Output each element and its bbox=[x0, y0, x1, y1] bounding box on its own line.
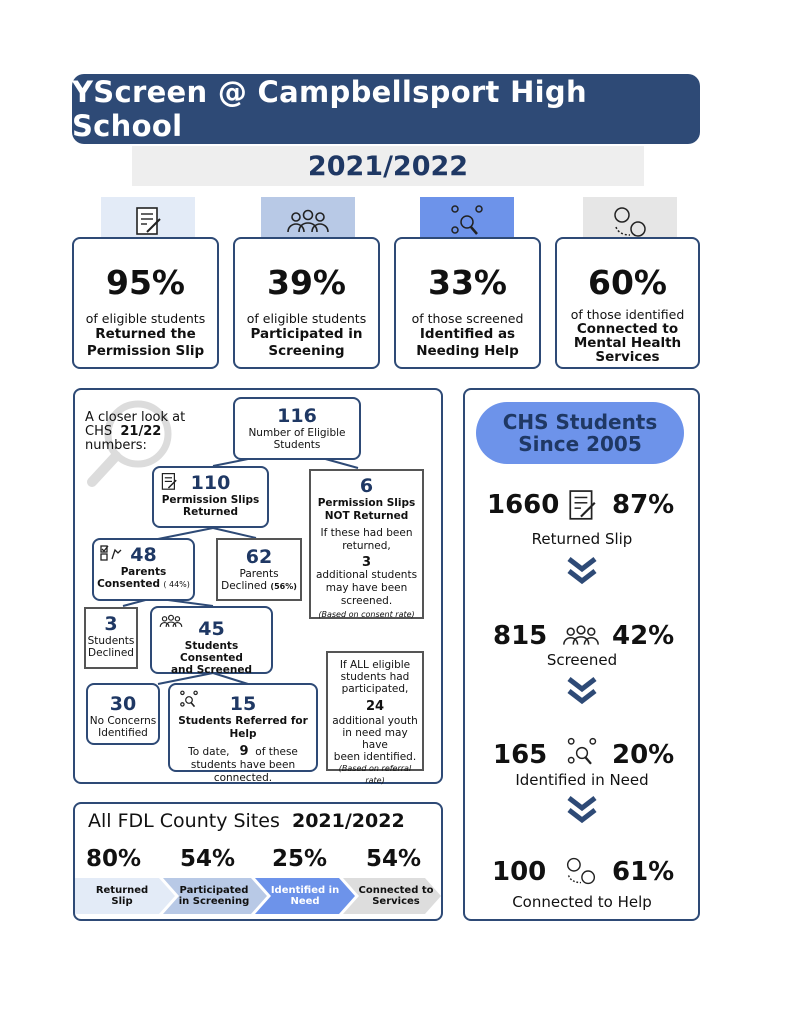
since-2005-title bbox=[476, 402, 684, 464]
search-people-icon bbox=[447, 204, 487, 240]
fdl-label-line: Returned bbox=[95, 885, 149, 896]
search-people-icon bbox=[564, 736, 600, 770]
connected-icon bbox=[612, 205, 648, 239]
if-all-box bbox=[326, 651, 424, 785]
since-returned-num: 1660 bbox=[487, 490, 560, 520]
screened-label: and Screened bbox=[170, 664, 253, 676]
chevron-down-icon bbox=[566, 556, 598, 586]
since-returned-label: Returned Slip bbox=[531, 530, 633, 548]
stat-sub: of eligible students bbox=[246, 311, 367, 326]
declined-num: 62 bbox=[245, 546, 273, 568]
parents-consented-box bbox=[92, 538, 195, 601]
stat-label: Identified as bbox=[419, 326, 516, 342]
stat-label: Returned the bbox=[95, 326, 196, 342]
fdl-label-line: Need bbox=[290, 896, 320, 907]
stat-card-returned bbox=[72, 237, 219, 369]
stat-sub: of those screened bbox=[411, 311, 524, 326]
since-identified-num: 165 bbox=[493, 740, 548, 770]
if-all-num: 24 bbox=[365, 699, 385, 714]
stat-label: Participated in bbox=[250, 326, 363, 342]
stat-pct: 60% bbox=[588, 263, 667, 302]
stat-label: Screening bbox=[268, 343, 345, 359]
stat-sub: of those identified bbox=[570, 307, 685, 322]
fdl-label-line: Slip bbox=[111, 896, 133, 907]
not-returned-label: NOT Returned bbox=[324, 510, 409, 522]
closer-intro bbox=[85, 411, 185, 453]
fdl-participated-label bbox=[172, 880, 256, 912]
page-title: YScreen @ Campbellsport High School bbox=[72, 74, 700, 144]
stat-label: Permission Slip bbox=[86, 343, 205, 359]
returned-num: 110 bbox=[190, 472, 231, 494]
closer-intro-line: CHS bbox=[85, 424, 113, 439]
not-returned-note: (Based on consent rate) bbox=[318, 610, 415, 619]
declined-pct: (56%) bbox=[270, 582, 297, 591]
stat-card-participated bbox=[233, 237, 380, 369]
stat-pct: 39% bbox=[267, 263, 346, 302]
not-returned-text: If these had been bbox=[320, 527, 413, 539]
consented-label: Consented bbox=[97, 578, 160, 590]
fdl-identified-label bbox=[263, 880, 347, 912]
eligible-num: 116 bbox=[277, 405, 317, 427]
not-returned-num: 6 bbox=[359, 475, 374, 497]
group-icon bbox=[284, 208, 332, 236]
since-returned-pct: 87% bbox=[612, 490, 675, 520]
since-title-line: Since 2005 bbox=[518, 432, 642, 456]
stat-sub: of eligible students bbox=[85, 311, 206, 326]
chevron-down-icon bbox=[566, 676, 598, 706]
since-screened-num: 815 bbox=[493, 621, 548, 651]
declined-label: Parents bbox=[239, 568, 279, 580]
fdl-title bbox=[88, 810, 405, 832]
stat-card-connected bbox=[555, 237, 700, 369]
screened-num: 45 bbox=[198, 618, 225, 640]
eligible-label: Students bbox=[273, 439, 321, 451]
fdl-label-line: Services bbox=[372, 896, 420, 907]
if-all-text: been identified. bbox=[333, 751, 417, 763]
fdl-label-line: Connected to bbox=[358, 885, 434, 896]
fdl-title-text: All FDL County Sites bbox=[88, 810, 280, 832]
consented-label: Parents bbox=[120, 566, 167, 578]
if-all-text: in need may have bbox=[342, 727, 408, 751]
referred-text: To date, bbox=[188, 746, 230, 758]
fdl-label-line: in Screening bbox=[178, 896, 250, 907]
since-title-line: CHS Students bbox=[502, 410, 658, 434]
since-screened-label: Screened bbox=[546, 651, 618, 669]
since-connected-pct: 61% bbox=[612, 857, 675, 887]
students-declined-label: Students bbox=[87, 635, 135, 647]
no-concerns-box bbox=[86, 683, 160, 745]
permission-slip-icon bbox=[133, 206, 163, 238]
closer-intro-year: 21/22 bbox=[120, 424, 162, 439]
parents-declined-box bbox=[216, 538, 302, 601]
if-all-text: If ALL eligible bbox=[339, 659, 411, 671]
no-concerns-label: Identified bbox=[98, 727, 148, 739]
stat-label: Connected to bbox=[576, 321, 679, 337]
not-returned-text: screened. bbox=[340, 595, 393, 607]
closer-intro-line: numbers: bbox=[85, 438, 147, 453]
not-returned-text: returned, bbox=[342, 540, 391, 552]
eligible-students-box bbox=[233, 397, 361, 460]
screened-label: Students Consented bbox=[180, 640, 243, 664]
stat-pct: 95% bbox=[106, 263, 185, 302]
not-returned-text: additional students bbox=[315, 569, 418, 581]
connected-icon bbox=[565, 855, 597, 887]
not-returned-text: may have been bbox=[325, 582, 408, 594]
fdl-year: 2021/2022 bbox=[291, 810, 405, 832]
closer-intro-line: A closer look at bbox=[85, 410, 186, 425]
eligible-label: Number of Eligible bbox=[248, 427, 346, 439]
referred-text: connected. bbox=[213, 772, 273, 784]
group-icon bbox=[560, 624, 602, 648]
fdl-identified-pct: 25% bbox=[272, 846, 328, 872]
students-screened-box bbox=[150, 606, 273, 674]
since-connected-num: 100 bbox=[492, 857, 547, 887]
fdl-returned-label bbox=[79, 880, 165, 912]
if-all-text: students had bbox=[340, 671, 410, 683]
students-declined-box bbox=[84, 607, 138, 669]
not-returned-box bbox=[309, 469, 424, 619]
referred-label: Students Referred for Help bbox=[178, 715, 308, 740]
stat-label: Services bbox=[595, 349, 660, 365]
permission-slip-icon bbox=[160, 472, 178, 492]
not-returned-label: Permission Slips bbox=[317, 497, 416, 509]
referred-num: 15 bbox=[229, 693, 257, 715]
since-connected-label: Connected to Help bbox=[512, 893, 652, 911]
fdl-label-line: Identified in bbox=[270, 885, 340, 896]
students-declined-num: 3 bbox=[104, 613, 118, 635]
returned-slips-box bbox=[152, 466, 269, 528]
group-icon bbox=[158, 614, 184, 629]
fdl-returned-pct: 80% bbox=[86, 846, 142, 872]
stat-card-identified bbox=[394, 237, 541, 369]
stat-pct: 33% bbox=[428, 263, 507, 302]
returned-label: Permission Slips bbox=[161, 494, 260, 506]
since-identified-pct: 20% bbox=[612, 740, 675, 770]
referred-box bbox=[168, 683, 318, 784]
referred-text: of these bbox=[255, 746, 298, 758]
not-returned-additional-num: 3 bbox=[361, 555, 372, 570]
referred-connected-num: 9 bbox=[239, 744, 249, 759]
stat-label: Mental Health bbox=[573, 335, 682, 351]
fdl-connected-label bbox=[352, 880, 440, 912]
consented-num: 48 bbox=[130, 544, 157, 566]
returned-label: Returned bbox=[183, 506, 238, 518]
referred-text: students have been bbox=[190, 759, 296, 771]
if-all-note: (Based on referral rate) bbox=[338, 764, 412, 785]
no-concerns-label: No Concerns bbox=[89, 715, 157, 727]
fdl-connected-pct: 54% bbox=[366, 846, 422, 872]
fdl-participated-pct: 54% bbox=[180, 846, 236, 872]
declined-label: Declined bbox=[221, 580, 268, 592]
no-concerns-num: 30 bbox=[109, 693, 137, 715]
stat-label: Needing Help bbox=[416, 343, 519, 359]
permission-slip-icon bbox=[566, 488, 598, 524]
checklist-icon bbox=[100, 545, 122, 561]
if-all-text: participated, bbox=[341, 683, 409, 695]
since-identified-label: Identified in Need bbox=[515, 771, 649, 789]
fdl-label-line: Participated bbox=[179, 885, 249, 896]
search-people-icon bbox=[178, 690, 200, 710]
since-screened-pct: 42% bbox=[612, 621, 675, 651]
if-all-text: additional youth bbox=[332, 715, 418, 727]
students-declined-label: Declined bbox=[88, 647, 134, 659]
chevron-down-icon bbox=[566, 795, 598, 825]
year-banner: 2021/2022 bbox=[132, 146, 644, 186]
consented-pct: ( 44%) bbox=[163, 580, 190, 589]
